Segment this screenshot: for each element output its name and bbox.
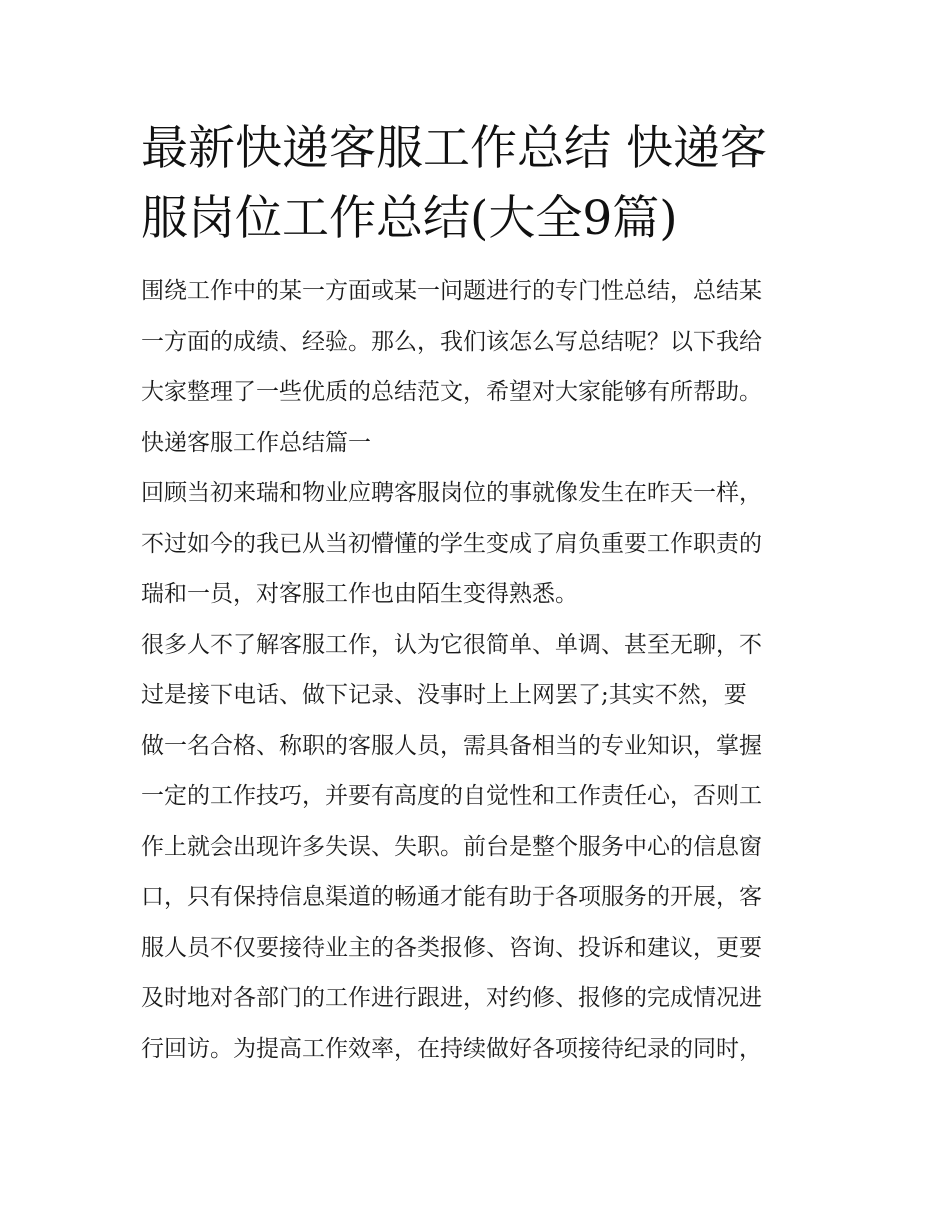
body-line: 过是接下电话、做下记录、没事时上上网罢了;其实不然，要 <box>141 682 747 708</box>
body-line: 一定的工作技巧，并要有高度的自觉性和工作责任心，否则工 <box>141 783 762 809</box>
body-line: 一方面的成绩、经验。那么，我们该怎么写总结呢？以下我给 <box>141 328 762 355</box>
body-line: 瑞和一员，对客服工作也由陌生变得熟悉。 <box>141 581 578 607</box>
body-line: 做一名合格、称职的客服人员，需具备相当的专业知识，掌握 <box>141 732 762 759</box>
title-line: 最新快递客服工作总结 快递客 <box>141 121 767 176</box>
body-line: 很多人不了解客服工作，认为它很简单、单调、甚至无聊，不 <box>141 631 762 658</box>
body-line: 作上就会出现许多失误、失职。前台是整个服务中心的信息窗 <box>141 833 762 860</box>
document-title <box>141 114 821 254</box>
body-line: 服人员不仅要接待业主的各类报修、咨询、投诉和建议，更要 <box>141 934 762 961</box>
body-line: 回顾当初来瑞和物业应聘客服岗位的事就像发生在昨天一样， <box>141 480 762 506</box>
body-line: 围绕工作中的某一方面或某一问题进行的专门性总结，总结某 <box>141 278 762 304</box>
section-heading: 快递客服工作总结篇一 <box>141 429 371 456</box>
body-line: 不过如今的我已从当初懵懂的学生变成了肩负重要工作职责的 <box>141 530 762 557</box>
body-line: 大家整理了一些优质的总结范文，希望对大家能够有所帮助。 <box>141 379 762 405</box>
title-line: 服岗位工作总结(大全9篇) <box>141 191 678 246</box>
document-body <box>141 266 821 1074</box>
body-line: 及时地对各部门的工作进行跟进，对约修、报修的完成情况进 <box>141 985 762 1011</box>
body-line: 行回访。为提高工作效率，在持续做好各项接待纪录的同时， <box>141 1035 762 1062</box>
document-content <box>141 114 821 1074</box>
body-line: 口，只有保持信息渠道的畅通才能有助于各项服务的开展，客 <box>141 884 762 910</box>
